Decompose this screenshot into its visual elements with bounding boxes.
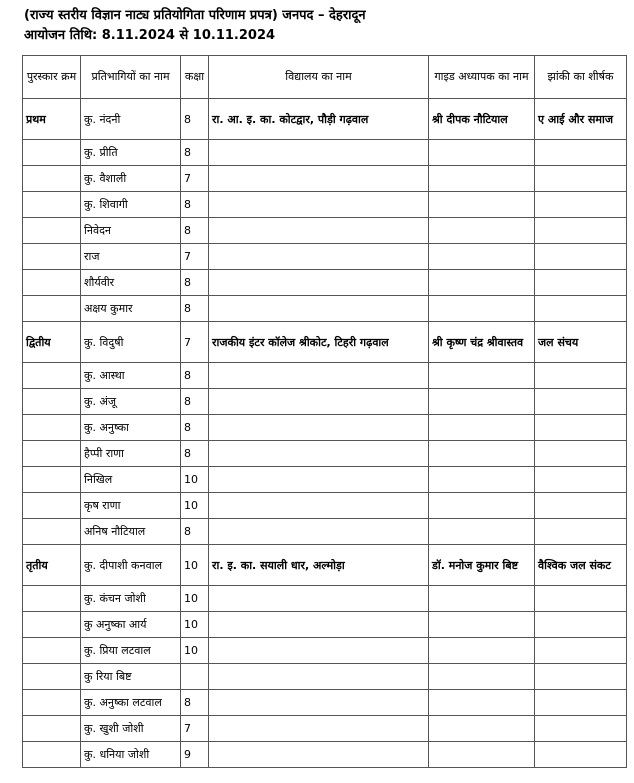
topic-cell: ए आई और समाज [535,99,627,140]
table-row [23,322,627,363]
table-row [23,664,627,690]
document-title: (राज्य स्तरीय विज्ञान नाट्य प्रतियोगिता परिणाम प्रपत्र) जनपद – देहरादून [24,8,366,23]
column-header-school: विद्यालय का नाम [209,56,429,99]
class-cell: 8 [181,270,209,296]
participant-name-cell: कु. दीपाशी कनवाल [81,545,181,586]
table-row [23,244,627,270]
table-header [23,56,627,99]
topic-cell-empty [535,467,627,493]
column-header-class: कक्षा [181,56,209,99]
school-cell-empty [209,716,429,742]
topic-cell-empty [535,192,627,218]
school-cell-empty [209,389,429,415]
rank-cell: तृतीय [23,545,81,586]
school-cell: रा. इ. का. सयाली धार, अल्मोड़ा [209,545,429,586]
participant-name-cell: कु. खुशी जोशी [81,716,181,742]
topic-cell-empty [535,638,627,664]
school-cell-empty [209,690,429,716]
class-cell: 8 [181,363,209,389]
table-row [23,690,627,716]
participant-name-cell: कु अनुष्का आर्य [81,612,181,638]
event-dates: आयोजन तिथि: 8.11.2024 से 10.11.2024 [24,28,276,43]
topic-cell-empty [535,244,627,270]
guide-teacher-cell-empty [429,742,535,768]
guide-teacher-cell-empty [429,415,535,441]
participant-name-cell: कृष राणा [81,493,181,519]
guide-teacher-cell-empty [429,519,535,545]
class-cell: 9 [181,742,209,768]
guide-teacher-cell-empty [429,467,535,493]
school-cell-empty [209,363,429,389]
table-row [23,467,627,493]
school-cell-empty [209,586,429,612]
class-cell: 10 [181,638,209,664]
participant-name-cell: कु. कंचन जोशी [81,586,181,612]
topic-cell: जल संचय [535,322,627,363]
topic-cell-empty [535,664,627,690]
participant-name-cell: कु. अनुष्का [81,415,181,441]
table-row [23,140,627,166]
topic-cell-empty [535,140,627,166]
participant-name-cell: निखिल [81,467,181,493]
class-cell: 7 [181,716,209,742]
rank-cell-empty [23,244,81,270]
participant-name-cell: अक्षय कुमार [81,296,181,322]
class-cell: 10 [181,467,209,493]
school-cell-empty [209,244,429,270]
rank-cell-empty [23,742,81,768]
document-header [24,6,624,46]
school-cell: राजकीय इंटर कॉलेज श्रीकोट, टिहरी गढ़वाल [209,322,429,363]
school-cell: रा. आ. इ. का. कोटद्वार, पौड़ी गढ़वाल [209,99,429,140]
participant-name-cell: कु. शिवागी [81,192,181,218]
class-cell: 10 [181,612,209,638]
results-table-container [22,55,626,768]
rank-cell: द्वितीय [23,322,81,363]
guide-teacher-cell-empty [429,716,535,742]
guide-teacher-cell-empty [429,192,535,218]
school-cell-empty [209,140,429,166]
school-cell-empty [209,192,429,218]
column-header-guide: गाइड अध्यापक का नाम [429,56,535,99]
rank-cell-empty [23,664,81,690]
header-row [23,56,627,99]
rank-cell-empty [23,586,81,612]
school-cell-empty [209,742,429,768]
table-row [23,742,627,768]
participant-name-cell: शौर्यवीर [81,270,181,296]
guide-teacher-cell-empty [429,218,535,244]
class-cell: 10 [181,493,209,519]
guide-teacher-cell-empty [429,244,535,270]
rank-cell-empty [23,612,81,638]
class-cell: 7 [181,166,209,192]
column-header-rank: पुरस्कार क्रम [23,56,81,99]
guide-teacher-cell-empty [429,166,535,192]
participant-name-cell: हैप्पी राणा [81,441,181,467]
table-row [23,493,627,519]
school-cell-empty [209,415,429,441]
table-row [23,519,627,545]
school-cell-empty [209,664,429,690]
table-row [23,586,627,612]
participant-name-cell: कु. नंदनी [81,99,181,140]
column-header-participants: प्रतिभागियों का नाम [81,56,181,99]
school-cell-empty [209,270,429,296]
table-row [23,99,627,140]
topic-cell-empty [535,742,627,768]
rank-cell-empty [23,166,81,192]
participant-name-cell: कु. प्रीति [81,140,181,166]
school-cell-empty [209,519,429,545]
participant-name-cell: कु. वैशाली [81,166,181,192]
topic-cell-empty [535,519,627,545]
topic-cell-empty [535,612,627,638]
topic-cell-empty [535,415,627,441]
guide-teacher-cell: डॉ. मनोज कुमार बिष्ट [429,545,535,586]
rank-cell-empty [23,140,81,166]
guide-teacher-cell: श्री कृष्ण चंद्र श्रीवास्तव [429,322,535,363]
class-cell: 8 [181,218,209,244]
topic-cell: वैश्विक जल संकट [535,545,627,586]
school-cell-empty [209,612,429,638]
class-cell: 8 [181,441,209,467]
class-cell: 7 [181,322,209,363]
topic-cell-empty [535,389,627,415]
rank-cell-empty [23,192,81,218]
guide-teacher-cell-empty [429,493,535,519]
results-table [22,55,627,768]
participant-name-cell: कु. अंजू [81,389,181,415]
table-row [23,612,627,638]
participant-name-cell: कु. आस्था [81,363,181,389]
class-cell: 7 [181,244,209,270]
rank-cell: प्रथम [23,99,81,140]
table-row [23,638,627,664]
participant-name-cell: कु. धनिया जोशी [81,742,181,768]
class-cell [181,664,209,690]
rank-cell-empty [23,638,81,664]
school-cell-empty [209,638,429,664]
guide-teacher-cell-empty [429,389,535,415]
guide-teacher-cell-empty [429,363,535,389]
table-row [23,192,627,218]
topic-cell-empty [535,586,627,612]
guide-teacher-cell: श्री दीपक नौटियाल [429,99,535,140]
guide-teacher-cell-empty [429,441,535,467]
topic-cell-empty [535,296,627,322]
class-cell: 8 [181,192,209,218]
topic-cell-empty [535,441,627,467]
participant-name-cell: कु. अनुष्का लटवाल [81,690,181,716]
guide-teacher-cell-empty [429,586,535,612]
school-cell-empty [209,218,429,244]
class-cell: 8 [181,690,209,716]
participant-name-cell: कु. प्रिया लटवाल [81,638,181,664]
school-cell-empty [209,467,429,493]
topic-cell-empty [535,270,627,296]
rank-cell-empty [23,415,81,441]
topic-cell-empty [535,493,627,519]
participant-name-cell: राज [81,244,181,270]
school-cell-empty [209,441,429,467]
rank-cell-empty [23,519,81,545]
school-cell-empty [209,166,429,192]
rank-cell-empty [23,441,81,467]
guide-teacher-cell-empty [429,664,535,690]
rank-cell-empty [23,467,81,493]
guide-teacher-cell-empty [429,690,535,716]
class-cell: 8 [181,519,209,545]
participant-name-cell: कु रिया बिष्ट [81,664,181,690]
rank-cell-empty [23,296,81,322]
topic-cell-empty [535,363,627,389]
topic-cell-empty [535,166,627,192]
guide-teacher-cell-empty [429,296,535,322]
table-row [23,218,627,244]
participant-name-cell: कु. विदुषी [81,322,181,363]
table-row [23,441,627,467]
class-cell: 8 [181,415,209,441]
class-cell: 8 [181,99,209,140]
rank-cell-empty [23,270,81,296]
table-row [23,415,627,441]
guide-teacher-cell-empty [429,270,535,296]
participant-name-cell: अनिष नौटियाल [81,519,181,545]
topic-cell-empty [535,218,627,244]
guide-teacher-cell-empty [429,612,535,638]
school-cell-empty [209,493,429,519]
class-cell: 8 [181,389,209,415]
rank-cell-empty [23,493,81,519]
school-cell-empty [209,296,429,322]
column-header-topic: झांकी का शीर्षक [535,56,627,99]
participant-name-cell: निवेदन [81,218,181,244]
class-cell: 8 [181,140,209,166]
topic-cell-empty [535,690,627,716]
rank-cell-empty [23,363,81,389]
table-row [23,545,627,586]
table-row [23,389,627,415]
guide-teacher-cell-empty [429,140,535,166]
rank-cell-empty [23,218,81,244]
rank-cell-empty [23,690,81,716]
class-cell: 10 [181,586,209,612]
table-body [23,99,627,768]
class-cell: 10 [181,545,209,586]
rank-cell-empty [23,389,81,415]
class-cell: 8 [181,296,209,322]
guide-teacher-cell-empty [429,638,535,664]
table-row [23,716,627,742]
rank-cell-empty [23,716,81,742]
table-row [23,296,627,322]
table-row [23,166,627,192]
topic-cell-empty [535,716,627,742]
table-row [23,270,627,296]
table-row [23,363,627,389]
